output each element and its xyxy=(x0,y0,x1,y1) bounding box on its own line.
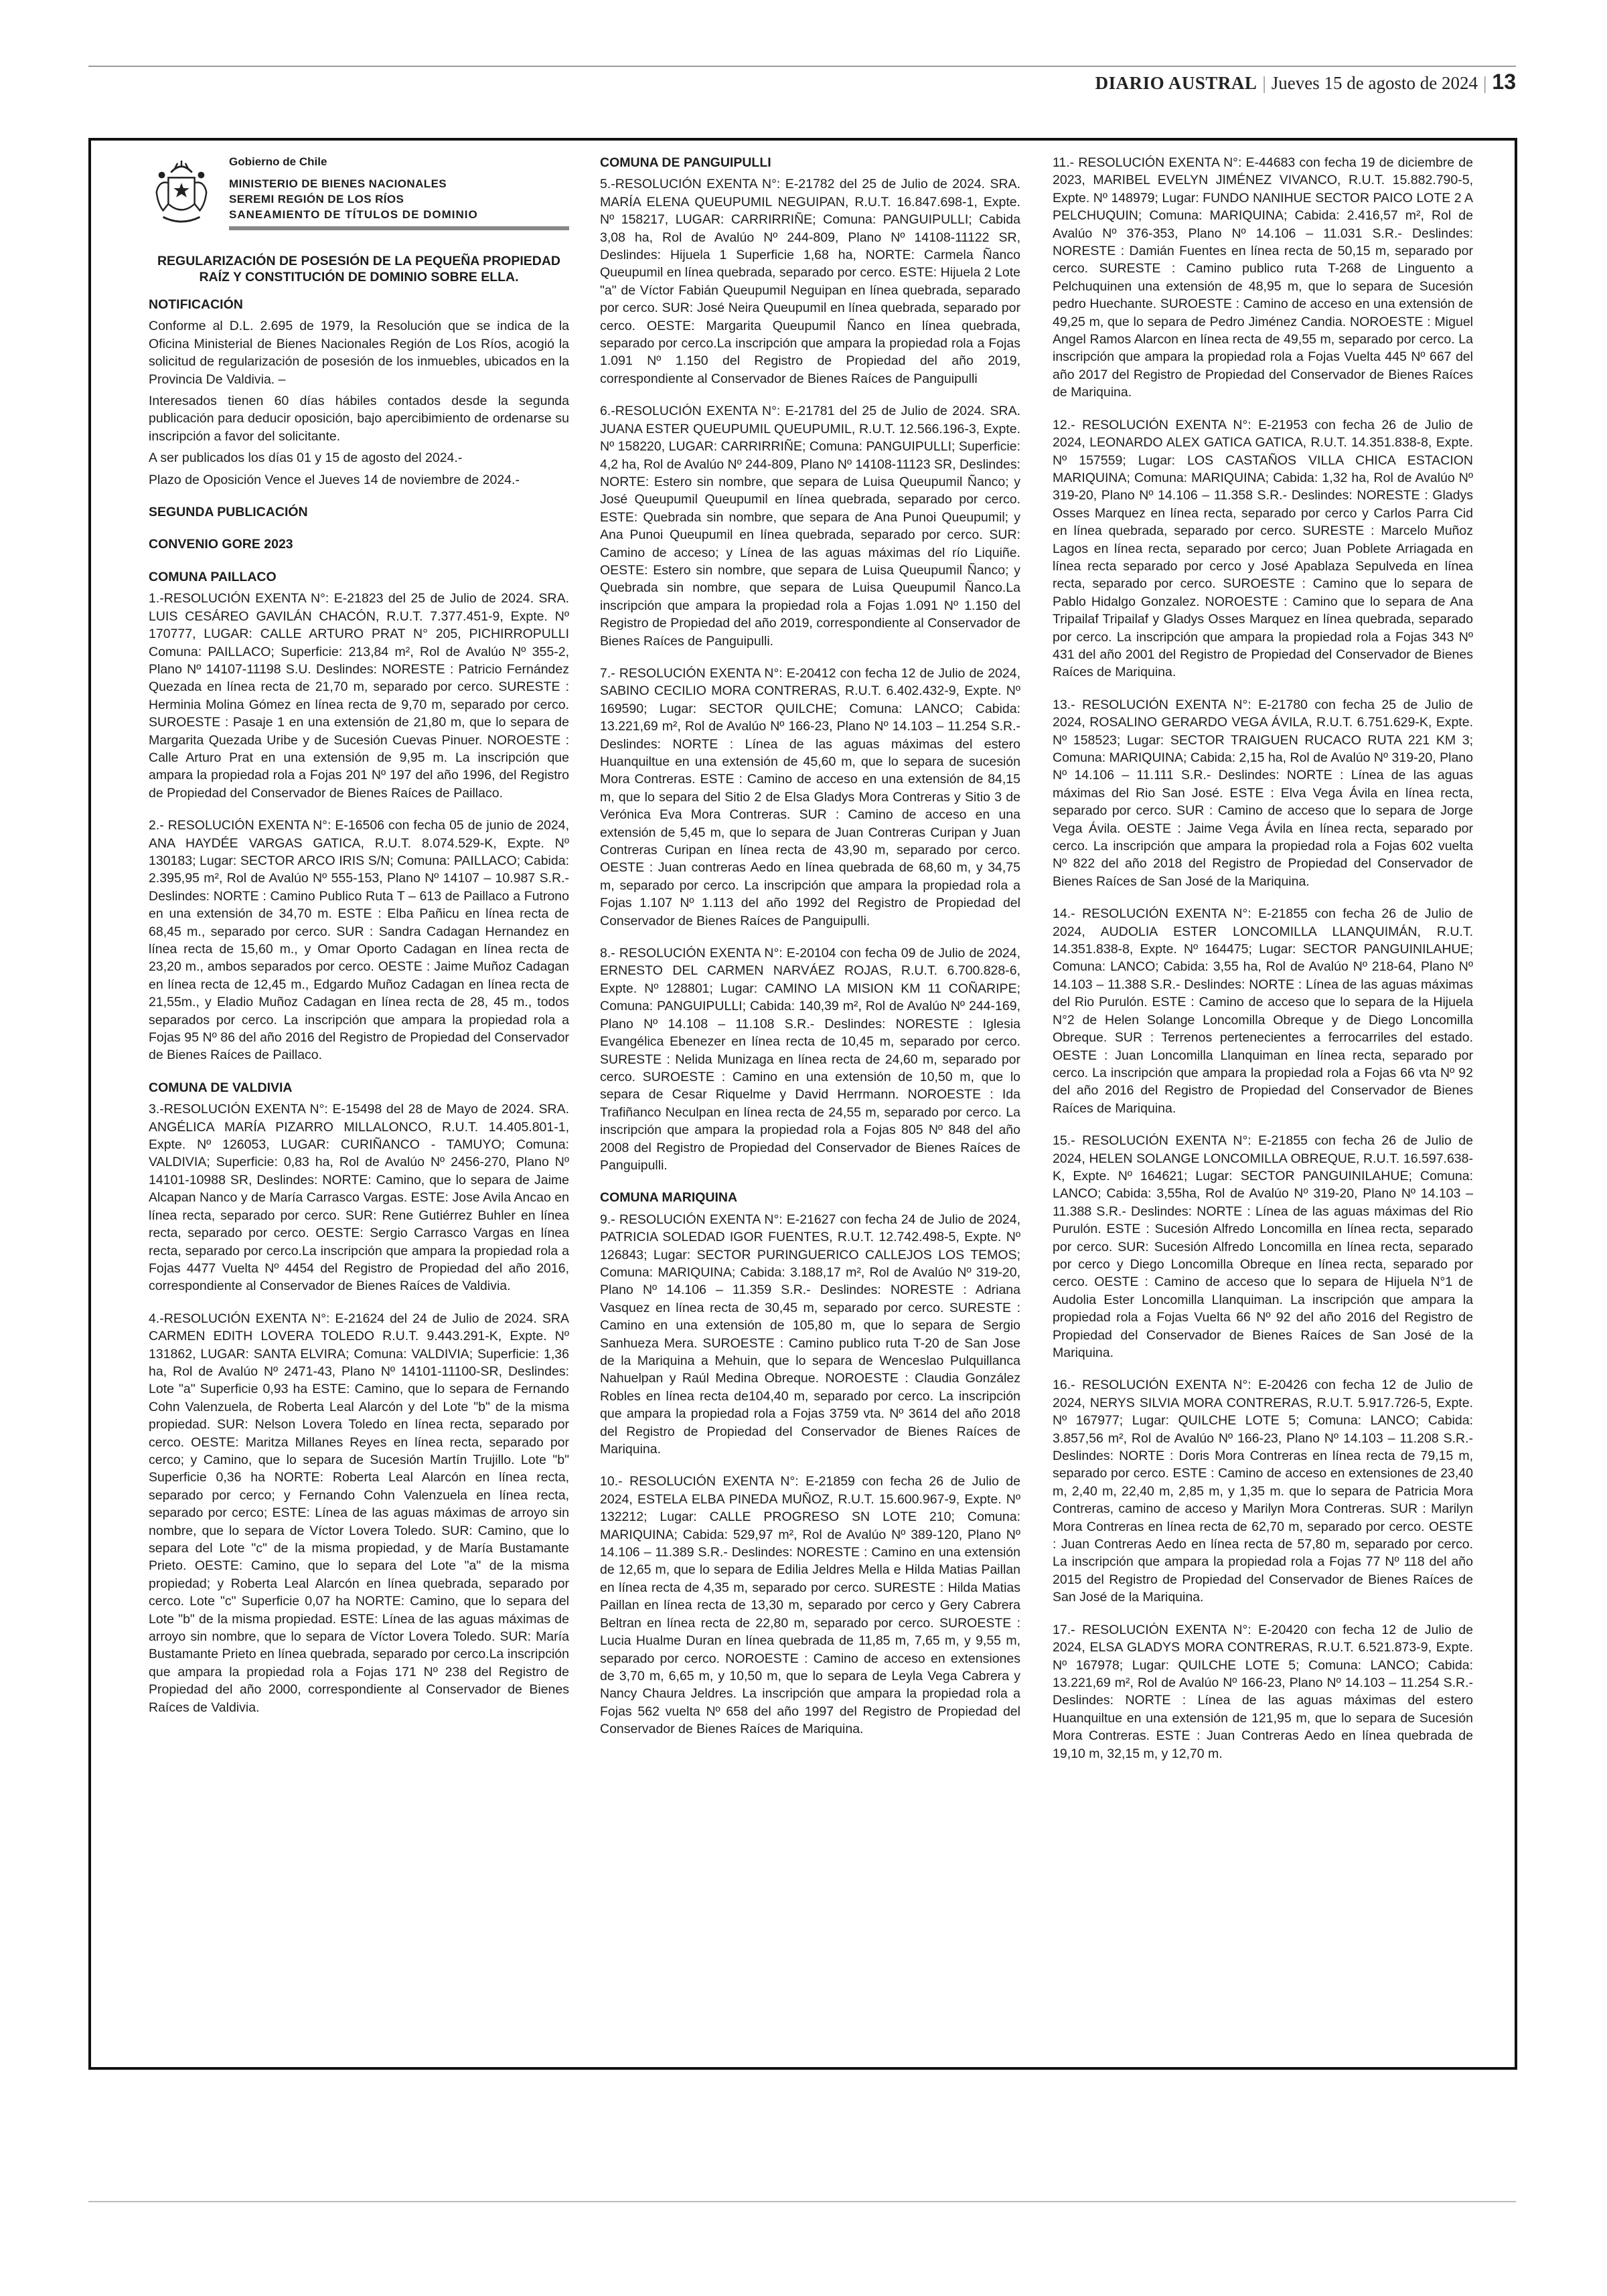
ministry-name: MINISTERIO DE BIENES NACIONALES xyxy=(229,177,447,190)
convenio-heading: CONVENIO GORE 2023 xyxy=(149,537,293,552)
opposition-text: Interesados tienen 60 días hábiles contados desde la segunda publicación para deducir oposición, bajo apercibimiento de ordenarse su inscripción a favor del solicitante. xyxy=(149,394,569,444)
resolution-13: 13.- RESOLUCIÓN EXENTA N°: E-21780 con fecha 25 de Julio de 2024, ROSALINO GERARDO VEGA ÁVILA, R.U.T. 6.751.629-K, Expte. Nº 158523; Lugar: SECTOR TRAIGUEN RUCACO RUTA 221 KM 3; Comuna: MARIQUINA; Cabida: 2,15 ha, Rol de Avalúo Nº 319-20, Plano Nº 14.106 – 11.111 S.R.- Deslindes: NORTE : Línea de las aguas máximas del Rio San José. ESTE : Elva Vega Ávila en línea recta, separado por cerco. SUR : Camino de acceso que lo separa de Jorge Vega Ávila. OESTE : Jaime Vega Ávila en línea recta, separado por cerco. La inscripción que ampara la propiedad rola a Fojas 602 vuelta Nº 822 del año 2018 del Registro de Propiedad del Conservador de Bienes Raíces de San José de la Mariquina. xyxy=(1053,697,1473,889)
resolution-12: 12.- RESOLUCIÓN EXENTA N°: E-21953 con fecha 26 de Julio de 2024, LEONARDO ALEX GATICA GATICA, R.U.T. 14.351.838-8, Expte. Nº 157559; Lugar: LOS CASTAÑOS VILLA CHICA ESTACION MARIQUINA; Comuna: MARIQUINA; Cabida: 1,32 ha, Rol de Avalúo Nº 319-20, Plano Nº 14.106 – 11.358 S.R.- Deslindes: NORESTE : Gladys Osses Marquez en línea recta, separado por cerco y Carlos Parra Cid en línea quebrada, separado por cerco. SURESTE : Marcelo Muñoz Lagos en línea recta, separado por cerco; Juan Poblete Arriagada en línea recta separado por cerco y José Apablaza Sepulveda en línea recta, separado por cerco. SUROESTE : Camino que lo separa de Pablo Hidalgo Gonzalez. NOROESTE : Camino que lo separa de Ana Tripailaf Tripailaf y Gladys Osses Marquez en línea quebrada, separado por cerco. La inscripción que ampara la propiedad rola a Fojas 343 Nº 431 del año 2001 del Registro de Propiedad del Conservador de Bienes Raíces de Mariquina. xyxy=(1053,417,1473,680)
notice-frame xyxy=(88,138,1517,2070)
program-name: SANEAMIENTO DE TÍTULOS DE DOMINIO xyxy=(229,208,478,221)
opposition-deadline: Plazo de Oposición Vence el Jueves 14 de noviembre de 2024.- xyxy=(149,472,520,487)
header-bar xyxy=(229,226,569,230)
page-header xyxy=(1095,70,1516,94)
second-publication-heading: SEGUNDA PUBLICACIÓN xyxy=(149,505,308,520)
header-separator: | xyxy=(1483,73,1487,93)
newspaper-name: DIARIO AUSTRAL xyxy=(1095,73,1257,93)
notice-text: Conforme al D.L. 2.695 de 1979, la Resolución que se indica de la Oficina Ministerial de Bienes Nacionales Región de Los Ríos, acogió la solicitud de regularización de posesión de los inmuebles, ubicados en la Provincia De Valdivia. – xyxy=(149,319,569,387)
resolution-16: 16.- RESOLUCIÓN EXENTA N°: E-20426 con fecha 12 de Julio de 2024, NERYS SILVIA MORA CONTRERAS, R.U.T. 5.917.726-5, Expte. Nº 167977; Lugar: QUILCHE LOTE 5; Comuna: LANCO; Cabida: 3.857,56 m², Rol de Avalúo Nº 166-23, Plano Nº 14.103 – 11.208 S.R.- Deslindes: NORTE : Doris Mora Contreras en línea recta de 79,15 m, separado por cerco. ESTE : Camino de acceso en extensiones de 23,40 m, 2,40 m, 22,40 m, 2,85 m, y 1,35 m. que lo separa de Patricia Mora Contreras, camino de acceso y Marilyn Mora Contreras. SUR : Marilyn Mora Contreras en línea recta de 62,70 m, separado por cerco. OESTE : Juan Contreras Aedo en línea recta de 57,80 m, separado por cerco. La inscripción que ampara la propiedad rola a Fojas 77 Nº 118 del año 2015 del Registro de Propiedad del Conservador de Bienes Raíces de San José de la Mariquina. xyxy=(1053,1378,1473,1605)
resolution-2: 2.- RESOLUCIÓN EXENTA N°: E-16506 con fecha 05 de junio de 2024, ANA HAYDÉE VARGAS GATICA, R.U.T. 8.074.529-K, Expte. Nº 130183; Lugar: SECTOR ARCO IRIS S/N; Comuna: PAILLACO; Cabida: 2.395,95 m², Rol de Avalúo Nº 555-153, Plano Nº 14107 – 10.987 S.R.- Deslindes: NORTE : Camino Publico Ruta T – 613 de Paillaco a Futrono en una extensión de 34,70 m. ESTE : Elba Pañicu en línea recta de 68,45 m., separado por cerco. SUR : Sandra Cadagan Hernandez en línea recta de 15,60 m., y Omar Oporto Cadagan en línea recta de 23,20 m., ambos separados por cerco. OESTE : Jaime Muñoz Cadagan en línea recta de 12,45 m., Edgardo Muñoz Cadagan en línea recta de 21,55m., y Eladio Muñoz Cadagan en línea recta de 28, 45 m., todos separados por cerco. La inscripción que ampara la propiedad rola a Fojas 95 Nº 86 del año 2016 del Registro de Propiedad del Conservador de Bienes Raíces de Paillaco. xyxy=(149,818,569,1063)
resolution-1: 1.-RESOLUCIÓN EXENTA N°: E-21823 del 25 de Julio de 2024. SRA. LUIS CESÁREO GAVILÁN CHACÓN, R.U.T. 7.377.451-9, Expte. Nº 170777, LUGAR: CALLE ARTURO PRAT N° 205, PICHIRROPULLI Comuna: PAILLACO; Superficie: 213,84 m², Rol de Avalúo Nº 355-2, Plano Nº 14107-11198 S.U. Deslindes: NORESTE : Patricio Fernández Quezada en línea recta de 21,70 m, separado por cerco. SURESTE : Herminia Molina Gómez en línea recta de 9,70 m, separado por cerco. SUROESTE : Pasaje 1 en una extensión de 21,80 m, que lo separa de Margarita Quezada Uribe y de Sucesión Cuevas Pinuer. NOROESTE : Calle Arturo Prat en una extensión de 9,95 m. La inscripción que ampara la propiedad rola a Fojas 201 Nº 197 del año 1996, del Registro de Propiedad del Conservador de Bienes Raíces de Paillaco. xyxy=(149,591,569,801)
resolution-11: 11.- RESOLUCIÓN EXENTA N°: E-44683 con fecha 19 de diciembre de 2023, MARIBEL EVELYN JIMÉNEZ VIVANCO, R.U.T. 15.882.790-5, Expte. Nº 148979; Lugar: FUNDO NANIHUE SECTOR PAICO LOTE 2 A PELCHUQUIN; Comuna: MARIQUINA; Cabida: 2.416,57 m², Rol de Avalúo Nº 376-353, Plano Nº 14.106 – 11.031 S.R.- Deslindes: NORESTE : Damián Fuentes en línea recta de 50,15 m, separado por cerco. SURESTE : Camino publico ruta T-268 de Linguento a Pelchuquinen una extensión de 48,95 m, que lo separa de Sucesión pedro Huechante. SUROESTE : Camino de acceso en una extensión de 49,25 m, que lo separa de Pedro Jiménez Candia. NOROESTE : Miguel Angel Ramos Alarcon en línea recta de 49,55 m, separado por cerco. La inscripción que ampara la propiedad rola a Fojas Vuelta 445 Nº 667 del año 2017 del Registro de Propiedad del Conservador de Bienes Raíces de Mariquina. xyxy=(1053,155,1473,400)
resolution-7: 7.- RESOLUCIÓN EXENTA N°: E-20412 con fecha 12 de Julio de 2024, SABINO CECILIO MORA CONTRERAS, R.U.T. 6.402.432-9, Expte. Nº 169590; Lugar: SECTOR QUILCHE; Comuna: LANCO; Cabida: 13.221,69 m², Rol de Avalúo Nº 166-23, Plano Nº 14.103 – 11.254 S.R.- Deslindes: NORTE : Línea de las aguas máximas del estero Huanquiltue en una extensión de 45,60 m, que lo separa de sucesión Mora Contreras. ESTE : Camino de acceso en una extensión de 84,15 m, que lo separa del Sitio 2 de Elsa Gladys Mora Contreras y Sitio 3 de Verónica Eva Mora Contreras. SUR : Camino de acceso en una extensión de 5,45 m, que lo separa de Juan Contreras Curipan y Juan Contreras Curipan en línea recta de 43,90 m, separado por cerco. OESTE : Juan contreras Aedo en línea quebrada de 68,60 m, y 34,75 m, separado por cerco. La inscripción que ampara la propiedad rola a Fojas 1.107 Nº 1.113 del año 1992 del Registro de Propiedad del Conservador de Bienes Raíces de Panguipulli. xyxy=(600,665,1020,928)
header-rule xyxy=(88,66,1516,67)
column-3 xyxy=(1053,154,1473,2048)
column-1 xyxy=(149,154,569,2048)
publication-dates: A ser publicados los días 01 y 15 de agosto del 2024.- xyxy=(149,450,463,466)
document-title: REGULARIZACIÓN DE POSESIÓN DE LA PEQUEÑA PROPIEDAD RAÍZ Y CONSTITUCIÓN DE DOMINIO SOBRE ELLA. xyxy=(157,254,561,284)
resolution-17: 17.- RESOLUCIÓN EXENTA N°: E-20420 con fecha 12 de Julio de 2024, ELSA GLADYS MORA CONTRERAS, R.U.T. 6.521.873-9, Expte. Nº 167978; Lugar: QUILCHE LOTE 5; Comuna: LANCO; Cabida: 13.221,69 m², Rol de Avalúo Nº 166-23, Plano Nº 14.103 – 11.254 S.R.- Deslindes: NORTE : Línea de las aguas máximas del estero Huanquiltue en una extensión de 121,95 m, que lo separa de Sucesión Mora Contreras. ESTE : Juan Contreras Aedo en línea quebrada de 19,10 m, 32,15 m, y 12,70 m. xyxy=(1053,1622,1473,1761)
commune-heading: COMUNA PAILLACO xyxy=(149,569,277,584)
footer-rule xyxy=(88,2201,1516,2202)
resolution-3: 3.-RESOLUCIÓN EXENTA N°: E-15498 del 28 de Mayo de 2024. SRA. ANGÉLICA MARÍA PIZARRO MILLALONCO, R.U.T. 14.405.801-1, Expte. Nº 126053, LUGAR: CURIÑANCO - TAMUYO; Comuna: VALDIVIA; Superficie: 0,83 ha, Rol de Avalúo Nº 2456-270, Plano Nº 14101-10988 SR, Deslindes: NORTE: Camino, que lo separa de Jaime Alcapan Nanco y de María Carrasco Vargas. ESTE: Jose Avila Ancao en línea recta, separado por cerco. SUR: Rene Gutiérrez Buhler en línea recta, separado por cerco. OESTE: Sergio Carrasco Vargas en línea recta, separado por cerco.La inscripción que ampara la propiedad rola a Fojas 4477 Vuelta Nº 4454 del Registro de Propiedad del año 2016, correspondiente al Conservador de Bienes Raíces de Valdivia. xyxy=(149,1102,569,1294)
page-number: 13 xyxy=(1492,70,1516,94)
resolution-5: 5.-RESOLUCIÓN EXENTA N°: E-21782 del 25 de Julio de 2024. SRA. MARÍA ELENA QUEUPUMIL NEGUIPAN, R.U.T. 16.847.698-1, Expte. Nº 158217, LUGAR: CARRIRRIÑE; Comuna: PANGUIPULLI; Cabida 3,08 ha, Rol de Avalúo Nº 244-809, Plano Nº 14108-11122 SR, Deslindes: Hijuela 1 Superficie 1,68 ha, NORTE: Carmela Ñanco Queupumil en línea quebrada, separado por cerco. ESTE: Hijuela 2 Lote "a" de Víctor Fabián Queupumil Neguipan en línea quebrada, separado por cerco. SUR: José Neira Queupumil en línea quebrada, separado por cerco. OESTE: Margarita Queupumil Ñanco en línea quebrada, separado por cerco.La inscripción que ampara la propiedad rola a Fojas 1.091 Nº 1.150 del Registro de Propiedad del año 2019, correspondiente al Conservador de Bienes Raíces de Panguipulli xyxy=(600,177,1020,386)
seremi-name: SEREMI REGIÓN DE LOS RÍOS xyxy=(229,193,404,206)
resolution-8: 8.- RESOLUCIÓN EXENTA N°: E-20104 con fecha 09 de Julio de 2024, ERNESTO DEL CARMEN NARVÁEZ ROJAS, R.U.T. 6.700.828-6, Expte. Nº 128801; Lugar: CAMINO LA MISION KM 11 COÑARIPE; Comuna: PANGUIPULLI; Cabida: 140,39 m², Rol de Avalúo Nº 244-169, Plano Nº 14.108 – 11.108 S.R.- Deslindes: NORESTE : Iglesia Evangélica Ebenezer en línea recta de 10,45 m, separado por cerco. SURESTE : Nelida Munizaga en línea recta de 24,60 m, separado por cerco. SUROESTE : Camino en una extensión de 10,50 m, que lo separa de Cesar Riquelme y David Herrmann. NOROESTE : Ida Trafiñanco Neculpan en línea recta de 24,55 m, separado por cerco. La inscripción que ampara la propiedad rola a Fojas 805 Nº 848 del año 2008 del Registro de Propiedad del Conservador de Bienes Raíces de Panguipulli. xyxy=(600,946,1020,1173)
commune-heading: COMUNA DE VALDIVIA xyxy=(149,1080,293,1095)
resolution-15: 15.- RESOLUCIÓN EXENTA N°: E-21855 con fecha 26 de Julio de 2024, HELEN SOLANGE LONCOMILLA OBREQUE, R.U.T. 16.597.638-K, Expte. Nº 164621; Lugar: SECTOR PANGUINILAHUE; Comuna: LANCO; Cabida: 3,55ha, Rol de Avalúo Nº 319-20, Plano Nº 14.103 – 11.388 S.R.- Deslindes: NORTE : Línea de las aguas máximas del Rio Purulón. ESTE : Sucesión Alfredo Loncomilla en línea recta, separado por cerco. SUR: Sucesión Alfredo Loncomilla en línea recta, separado por cerco y Diego Loncomilla Obreque en línea recta, separado por cerco. OESTE : Camino de acceso que lo separa de Hijuela N°1 de Audolia Ester Loncomilla Llanquiman. La inscripción que ampara la propiedad rola a Fojas Vuelta 66 Nº 92 del año 2016 del Registro de Propiedad del Conservador de Bienes Raíces de San José de la Mariquina. xyxy=(1053,1133,1473,1360)
resolution-4: 4.-RESOLUCIÓN EXENTA N°: E-21624 del 24 de Julio de 2024. SRA CARMEN EDITH LOVERA TOLEDO R.U.T. 9.443.291-K, Expte. Nº 131862, LUGAR: SANTA ELVIRA; Comuna: VALDIVIA; Superficie: 1,36 ha, Rol de Avalúo Nº 2471-43, Plano Nº 14101-11100-SR, Deslindes: Lote "a" Superficie 0,93 ha ESTE: Camino, que lo separa de Fernando Cohn Valenzuela, de Roberta Leal Alarcón y del Lote "b" de la misma propiedad. SUR: Nelson Lovera Toledo en línea recta, separado por cerco. OESTE: Maritza Millanes Reyes en línea recta, separado por cerco; y Camino, que lo separa de Sucesión Martín Trujillo. Lote "b" Superficie 0,36 ha NORTE: Roberta Leal Alarcón en línea recta, separado por cerco; y Fernando Cohn Valenzuela en línea recta, separado por cerco; ESTE: Línea de las aguas máximas de arroyo sin nombre, que lo separa de Víctor Lovera Toledo. SUR: Camino, que lo separa del Lote "c" de la misma propiedad, y de María Bustamante Prieto. OESTE: Camino, que lo separa del Lote "a" de la misma propiedad; y Roberta Leal Alarcón en línea quebrada, separado por cerco. Lote "c" Superficie 0,07 ha NORTE: Camino, que lo separa del Lote "b" de la misma propiedad. ESTE: Línea de las aguas máximas de arroyo sin nombre, que lo separa de Víctor Lovera Toledo. SUR: María Bustamante Prieto en línea quebrada, separado por cerco.La inscripción que ampara la propiedad rola a Fojas 171 Nº 238 del Registro de Propiedad del año 2000, correspondiente al Conservador de Bienes Raíces de Valdivia. xyxy=(149,1311,569,1715)
government-name: Gobierno de Chile xyxy=(229,155,327,168)
notice-heading: NOTIFICACIÓN xyxy=(149,297,243,312)
government-lines xyxy=(229,154,569,230)
resolution-6: 6.-RESOLUCIÓN EXENTA N°: E-21781 del 25 de Julio de 2024. SRA. JUANA ESTER QUEUPUMIL QUEUPUMIL, R.U.T. 12.566.196-3, Expte. Nº 158220, LUGAR: CARRIRRIÑE; Comuna: PANGUIPULLI; Superficie: 4,2 ha, Rol de Avalúo Nº 244-809, Plano Nº 14108-11123 SR, Deslindes: NORTE: Estero sin nombre, que separa de Luisa Queupumil Ñanco; y José Queupumil Queupumil en línea quebrada, separado por cerco. ESTE: Quebrada sin nombre, que separa de Ana Punoi Queupumil; y Ana Punoi Queupumil en línea quebrada, separado por cerco. SUR: Camino de acceso; y Línea de las aguas máximas del río Liquiñe. OESTE: Estero sin nombre, que separa de Luisa Queupumil Ñanco; y Quebrada sin nombre, que separa de Luisa Queupumil Ñanco.La inscripción que ampara la propiedad rola a Fojas 1.091 Nº 1.150 del Registro de Propiedad del año 2019, correspondiente al Conservador de Bienes Raíces de Panguipulli. xyxy=(600,404,1020,649)
commune-heading: COMUNA DE PANGUIPULLI xyxy=(600,155,771,170)
coat-of-arms-icon xyxy=(149,158,214,230)
issue-date: Jueves 15 de agosto de 2024 xyxy=(1271,73,1478,93)
column-2 xyxy=(600,154,1020,2048)
resolution-9: 9.- RESOLUCIÓN EXENTA N°: E-21627 con fecha 24 de Julio de 2024, PATRICIA SOLEDAD IGOR FUENTES, R.U.T. 12.742.498-5, Expte. Nº 126843; Lugar: SECTOR PURINGUERICO CALLEJOS LOS TEMOS; Comuna: MARIQUINA; Cabida: 3.188,17 m², Rol de Avalúo Nº 319-20, Plano Nº 14.106 – 11.359 S.R.- Deslindes: NORESTE : Adriana Vasquez en línea recta de 30,45 m, separado por cerco. SURESTE : Camino en una extensión de 105,80 m, que lo separa de Sergio Sanhueza Mera. SUROESTE : Camino publico ruta T-20 de San Jose de la Mariquina a Mehuin, que lo separa de Wenceslao Pulquillanca Nahuelpan y Raúl Medina Obreque. NOROESTE : Claudia González Robles en línea recta de104,40 m, separado por cerco. La inscripción que ampara la propiedad rola a Fojas 3759 vta. Nº 3614 del año 2018 del Registro de Propiedad del Conservador de Bienes Raíces de Mariquina. xyxy=(600,1212,1020,1457)
header-separator: | xyxy=(1262,73,1266,93)
resolution-14: 14.- RESOLUCIÓN EXENTA N°: E-21855 con fecha 26 de Julio de 2024, AUDOLIA ESTER LONCOMILLA LLANQUIMÁN, R.U.T. 14.351.838-8, Expte. Nº 164475; Lugar: SECTOR PANGUINILAHUE; Comuna: LANCO; Cabida: 3,55 ha, Rol de Avalúo Nº 218-64, Plano Nº 14.103 – 11.388 S.R.- Deslindes: NORTE : Línea de las aguas máximas del Rio Purulón. ESTE : Camino de acceso que lo separa de la Hijuela N°2 de Helen Solange Loncomilla Obreque y de Diego Loncomilla Obreque. SUR : Terrenos pertenecientes a ferrocarriles del estado. OESTE : Juan Loncomilla Llanquiman en línea recta, separado por cerco. La inscripción que ampara la propiedad rola a Fojas 66 vta Nº 92 del año 2016 del Registro de Propiedad del Conservador de Bienes Raíces de Mariquina. xyxy=(1053,906,1473,1116)
resolution-10: 10.- RESOLUCIÓN EXENTA N°: E-21859 con fecha 26 de Julio de 2024, ESTELA ELBA PINEDA MUÑOZ, R.U.T. 15.600.967-9, Expte. Nº 132212; Lugar: CALLE PROGRESO SN LOTE 210; Comuna: MARIQUINA; Cabida: 529,97 m², Rol de Avalúo Nº 389-120, Plano Nº 14.106 – 11.389 S.R.- Deslindes: NORESTE : Camino en una extensión de 12,65 m, que lo separa de Edilia Jeldres Mella e Hilda Matias Paillan en línea recta de 4,35 m, separado por cerco. SURESTE : Hilda Matias Paillan en línea recta de 13,30 m, separado por cerco y Gery Cabrera Beltran en línea recta de 22,80 m, separado por cerco. SUROESTE : Lucia Hualme Duran en línea quebrada de 11,85 m, 7,65 m, y 9,55 m, separado por cerco. NOROESTE : Camino de acceso en extensiones de 3,70 m, 6,65 m, y 10,50 m, que lo separa de Leyla Vega Cabrera y Nancy Chaura Jeldres. La inscripción que ampara la propiedad rola a Fojas 562 vuelta Nº 658 del año 1997 del Registro de Propiedad del Conservador de Bienes Raíces de Mariquina. xyxy=(600,1474,1020,1737)
government-header xyxy=(149,154,569,230)
commune-heading: COMUNA MARIQUINA xyxy=(600,1190,738,1206)
